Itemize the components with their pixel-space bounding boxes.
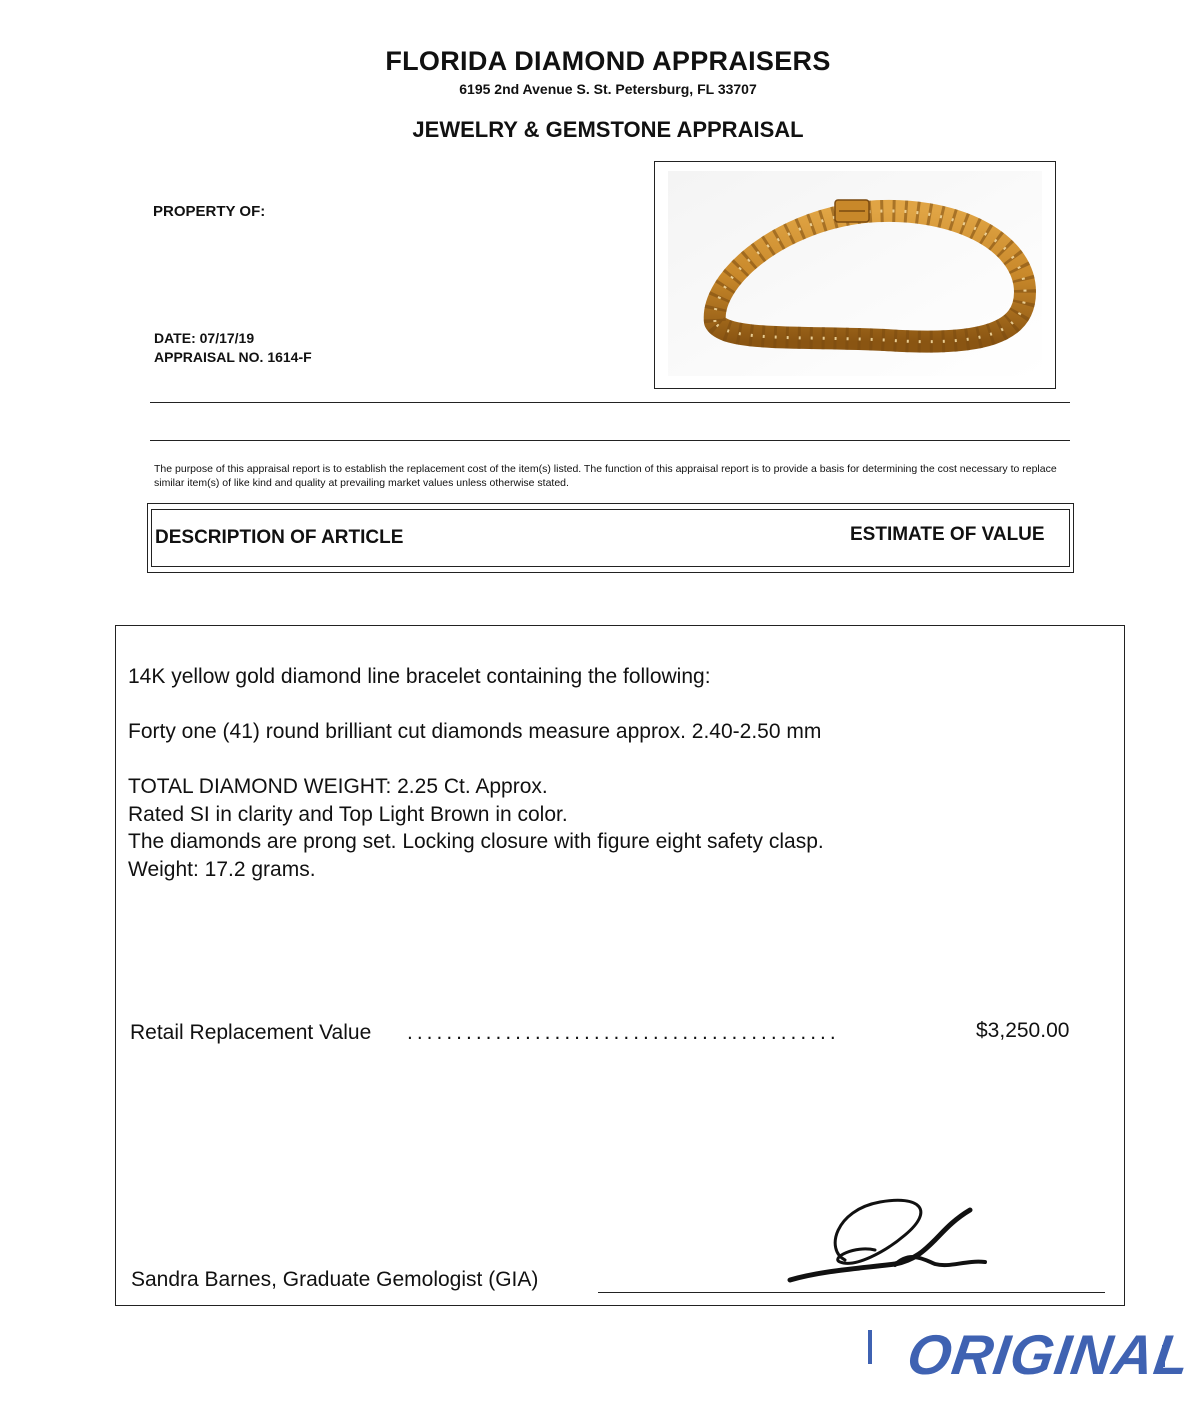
estimate-heading: ESTIMATE OF VALUE	[850, 524, 1045, 545]
signature-line	[598, 1292, 1105, 1293]
property-of-label: PROPERTY OF:	[153, 203, 266, 220]
dot-leader: ............................................	[407, 1021, 840, 1044]
purpose-statement: The purpose of this appraisal report is to establish the replacement cost of the item(s) listed. The function of this appraisal report is to provide a basis for determining the cost necessary to replace similar item(s) of like kind and quality at prevailing market values unless otherwise stated.	[154, 463, 1057, 489]
company-name: FLORIDA DIAMOND APPRAISERS	[385, 46, 831, 76]
signer-name: Sandra Barnes, Graduate Gemologist (GIA)	[131, 1268, 539, 1291]
divider	[150, 440, 1070, 441]
replacement-value-amount: $3,250.00	[976, 1019, 1070, 1042]
original-stamp: ORIGINAL	[903, 1323, 1195, 1386]
article-stones: Forty one (41) round brilliant cut diamonds measure approx. 2.40-2.50 mm	[128, 720, 822, 743]
bracelet-photo	[655, 162, 1054, 387]
appraisal-number: APPRAISAL NO. 1614-F	[154, 349, 312, 365]
stamp-mark	[868, 1330, 872, 1364]
article-rating: Rated SI in clarity and Top Light Brown in color.	[128, 803, 568, 826]
company-address: 6195 2nd Avenue S. St. Petersburg, FL 33707	[459, 81, 757, 97]
article-weight: Weight: 17.2 grams.	[128, 858, 316, 881]
replacement-value-label: Retail Replacement Value	[130, 1021, 372, 1044]
date-line: DATE: 07/17/19	[154, 330, 255, 346]
item-photo-frame	[654, 161, 1056, 389]
document-title: JEWELRY & GEMSTONE APPRAISAL	[412, 117, 804, 142]
handwritten-signature	[785, 1190, 995, 1290]
article-title: 14K yellow gold diamond line bracelet containing the following:	[128, 665, 711, 688]
article-setting: The diamonds are prong set. Locking closure with figure eight safety clasp.	[128, 830, 824, 853]
description-heading: DESCRIPTION OF ARTICLE	[155, 527, 404, 548]
divider	[150, 402, 1070, 403]
article-total-weight: TOTAL DIAMOND WEIGHT: 2.25 Ct. Approx.	[128, 775, 548, 798]
